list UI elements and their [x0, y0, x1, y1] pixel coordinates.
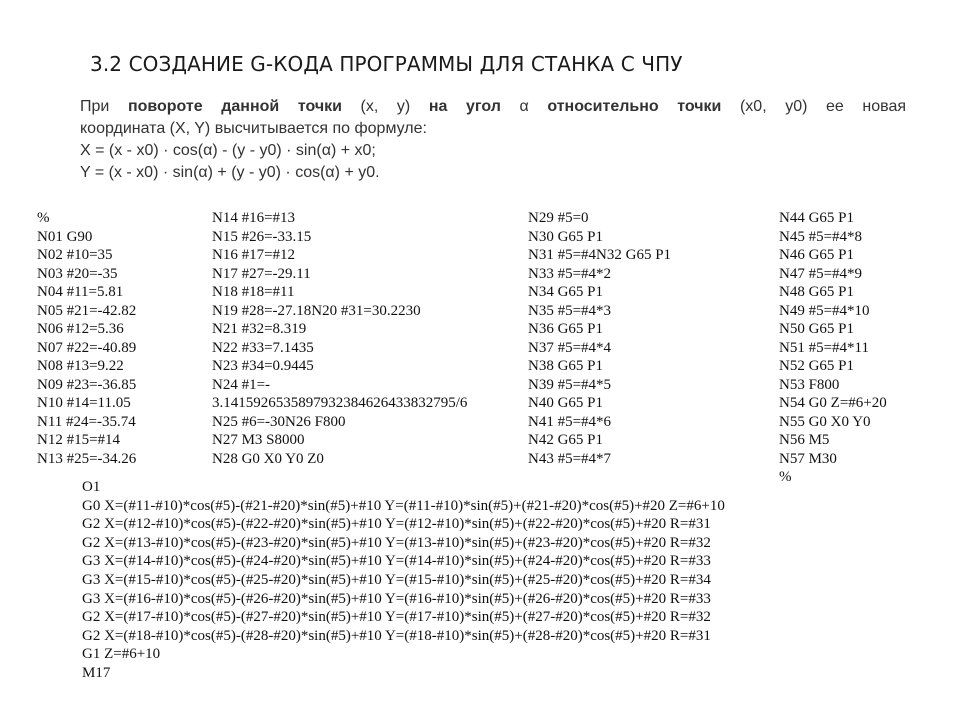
code-line: N36 G65 P1 [528, 321, 604, 337]
code-line: N28 G0 X0 Y0 Z0 [212, 450, 324, 467]
code-line: N35 #5=#4*3 [528, 302, 612, 319]
code-line: N39 #5=#4*5 [528, 376, 612, 393]
formula-block [80, 96, 906, 184]
code-line: % [37, 210, 50, 226]
code-line: N18 #18=#11 [212, 284, 295, 300]
program-line: O1 [82, 479, 101, 495]
code-line: N07 #22=-40.89 [37, 339, 137, 356]
code-line: N56 M5 [779, 432, 830, 448]
code-line: N03 #20=-35 [37, 265, 118, 282]
code-line: N11 #24=-35.74 [37, 413, 136, 430]
program-line: G2 X=(#13-#10)*cos(#5)-(#23-#20)*sin(#5)+#10 Y=(#13-#10)*sin(#5)+(#23-#20)*cos(#5)+#20 R=#32 [82, 534, 711, 551]
code-line: N48 G65 P1 [779, 284, 855, 300]
code-line: N51 #5=#4*11 [779, 339, 869, 356]
code-line: N54 G0 Z=#6+20 [779, 395, 887, 411]
code-line: N46 G65 P1 [779, 247, 855, 263]
code-line: N49 #5=#4*10 [779, 302, 870, 319]
code-line: N45 #5=#4*8 [779, 228, 863, 245]
code-line: N33 #5=#4*2 [528, 265, 612, 282]
code-line: N41 #5=#4*6 [528, 413, 612, 430]
formula-intro-line [80, 96, 906, 118]
gcode-column-4 [779, 209, 887, 487]
code-line: N17 #27=-29.11 [212, 265, 311, 282]
code-line: N44 G65 P1 [779, 210, 855, 226]
code-line: N16 #17=#12 [212, 247, 296, 263]
intro-bold-rotation: повороте данной точки [127, 98, 342, 115]
code-line: N02 #10=35 [37, 247, 113, 263]
intro-point: (x, y) [360, 98, 411, 115]
gcode-column-3 [528, 209, 671, 468]
code-line: N55 G0 X0 Y0 [779, 413, 871, 430]
formula-intro-line2: координата (X, Y) высчитывается по формуле: [80, 120, 427, 137]
code-line: N25 #6=-30N26 F800 [212, 413, 346, 430]
subprogram-listing [82, 478, 725, 683]
code-line: N08 #13=9.22 [37, 358, 124, 374]
code-line: N24 #1=- [212, 376, 271, 393]
code-line: N05 #21=-42.82 [37, 302, 137, 319]
intro-alpha: α [519, 98, 529, 115]
program-line: G3 X=(#14-#10)*cos(#5)-(#24-#20)*sin(#5)+#10 Y=(#14-#10)*sin(#5)+(#24-#20)*cos(#5)+#20 R=#33 [82, 553, 711, 570]
program-line: G2 X=(#18-#10)*cos(#5)-(#28-#20)*sin(#5)+#10 Y=(#18-#10)*sin(#5)+(#28-#20)*cos(#5)+#20 R=#31 [82, 627, 711, 644]
program-line: G0 X=(#11-#10)*cos(#5)-(#21-#20)*sin(#5)+#10 Y=(#11-#10)*sin(#5)+(#21-#20)*cos(#5)+#20 Z=#6+10 [82, 497, 725, 514]
program-line: M17 [82, 664, 111, 681]
code-line: N37 #5=#4*4 [528, 339, 612, 356]
formula-eq-y: Y = (x - x0) · sin(α) + (y - y0) · cos(α) + y0. [80, 164, 380, 181]
program-line: G1 Z=#6+10 [82, 646, 161, 663]
code-line: 3.1415926535897932384626433832795/6 [212, 395, 468, 411]
code-line: N27 M3 S8000 [212, 432, 305, 448]
code-line: N43 #5=#4*7 [528, 450, 612, 467]
code-line: N30 G65 P1 [528, 228, 604, 245]
program-line: G2 X=(#12-#10)*cos(#5)-(#22-#20)*sin(#5)+#10 Y=(#12-#10)*sin(#5)+(#22-#20)*cos(#5)+#20 R=#31 [82, 516, 711, 533]
code-line: N50 G65 P1 [779, 321, 855, 337]
intro-bold-angle: на угол [428, 98, 501, 115]
code-line: N12 #15=#14 [37, 432, 121, 448]
program-line: G3 X=(#15-#10)*cos(#5)-(#25-#20)*sin(#5)+#10 Y=(#15-#10)*sin(#5)+(#25-#20)*cos(#5)+#20 R=#34 [82, 571, 711, 588]
code-line: % [779, 469, 792, 485]
code-line: N10 #14=11.05 [37, 395, 131, 411]
code-line: N13 #25=-34.26 [37, 450, 137, 467]
code-line: N04 #11=5.81 [37, 284, 124, 300]
gcode-column-2 [212, 209, 467, 468]
page-title: 3.2 СОЗДАНИЕ G-КОДА ПРОГРАММЫ ДЛЯ СТАНКА С ЧПУ [90, 52, 683, 76]
code-line: N01 G90 [37, 228, 93, 245]
code-line: N34 G65 P1 [528, 284, 604, 300]
code-line: N29 #5=0 [528, 210, 589, 226]
code-line: N40 G65 P1 [528, 395, 604, 411]
code-line: N42 G65 P1 [528, 432, 604, 448]
gcode-column-1 [37, 209, 136, 468]
program-line: G3 X=(#16-#10)*cos(#5)-(#26-#20)*sin(#5)+#10 Y=(#16-#10)*sin(#5)+(#26-#20)*cos(#5)+#20 R=#33 [82, 590, 711, 607]
code-line: N22 #33=7.1435 [212, 339, 314, 356]
code-line: N53 F800 [779, 376, 840, 393]
intro-word: При [80, 98, 110, 115]
program-line: G2 X=(#17-#10)*cos(#5)-(#27-#20)*sin(#5)+#10 Y=(#17-#10)*sin(#5)+(#27-#20)*cos(#5)+#20 R=#32 [82, 609, 711, 626]
code-line: N57 M30 [779, 450, 837, 467]
code-line: N31 #5=#4N32 G65 P1 [528, 247, 672, 263]
code-line: N21 #32=8.319 [212, 321, 307, 337]
code-line: N06 #12=5.36 [37, 321, 124, 337]
code-line: N23 #34=0.9445 [212, 358, 314, 374]
intro-center: (x0, y0) ее новая [739, 98, 907, 115]
intro-bold-relative: относительно точки [547, 98, 722, 115]
code-line: N15 #26=-33.15 [212, 228, 312, 245]
code-line: N19 #28=-27.18N20 #31=30.2230 [212, 302, 421, 319]
code-line: N14 #16=#13 [212, 210, 296, 226]
code-line: N52 G65 P1 [779, 358, 855, 374]
code-line: N47 #5=#4*9 [779, 265, 863, 282]
formula-eq-x: X = (x - x0) · cos(α) - (y - y0) · sin(α) + x0; [80, 142, 376, 159]
code-line: N38 G65 P1 [528, 358, 604, 374]
code-line: N09 #23=-36.85 [37, 376, 137, 393]
